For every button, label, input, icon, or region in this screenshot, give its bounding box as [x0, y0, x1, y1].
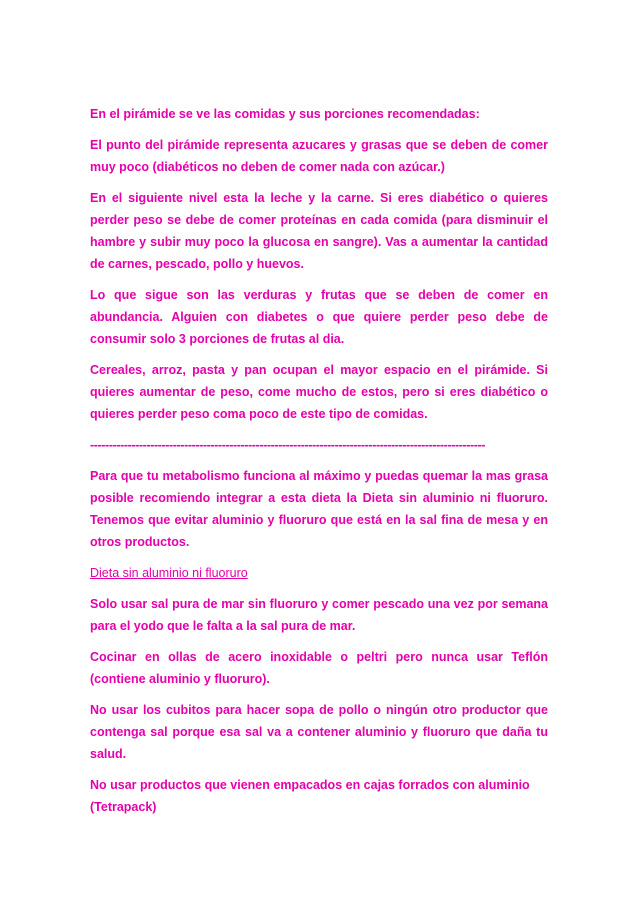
- tip-sea-salt: Solo usar sal pura de mar sin fluoruro y comer pescado una vez por semana para el yodo que le falta a la sal pura de mar.: [90, 597, 548, 633]
- paragraph-cereals: Cereales, arroz, pasta y pan ocupan el mayor espacio en el pirámide. Si quieres aumentar de peso, come mucho de estos, pero si eres diabético o quieres perder peso coma poco de este tipo de comidas.: [90, 363, 548, 421]
- paragraph-milk-meat: En el siguiente nivel esta la leche y la carne. Si eres diabético o quieres perder peso se debe de comer proteínas en cada comida (para disminuir el hambre y subir muy poco la glucosa en sangre). Vas a aumentar la cantidad de carnes, pescado, pollo y huevos.: [90, 191, 548, 271]
- paragraph-metabolism: Para que tu metabolismo funciona al máximo y puedas quemar la mas grasa posible recomiendo integrar a esta dieta la Dieta sin aluminio ni fluoruro. Tenemos que evitar aluminio y fluoruro que está en la sal fina de mesa y en otros productos.: [90, 469, 548, 549]
- tip-cookware: Cocinar en ollas de acero inoxidable o peltri pero nunca usar Teflón (contiene aluminio y fluoruro).: [90, 650, 548, 686]
- document-page: [90, 103, 548, 827]
- tip-tetrapack: No usar productos que vienen empacados en cajas forrados con aluminio (Tetrapack): [90, 778, 530, 814]
- diet-link[interactable]: Dieta sin aluminio ni fluoruro: [90, 566, 248, 580]
- paragraph-pyramid-intro: En el pirámide se ve las comidas y sus porciones recomendadas:: [90, 107, 480, 121]
- tip-bouillon: No usar los cubitos para hacer sopa de pollo o ningún otro productor que contenga sal porque esa sal va a contener aluminio y fluoruro que daña tu salud.: [90, 703, 548, 761]
- paragraph-pyramid-top: El punto del pirámide representa azucares y grasas que se deben de comer muy poco (diabéticos no deben de comer nada con azúcar.): [90, 138, 548, 174]
- separator-line: ---------------------------------------------------------------------------------------------------------: [90, 438, 486, 452]
- paragraph-vegetables-fruits: Lo que sigue son las verduras y frutas que se deben de comer en abundancia. Alguien con diabetes o que quiere perder peso debe de consumir solo 3 porciones de frutas al dia.: [90, 288, 548, 346]
